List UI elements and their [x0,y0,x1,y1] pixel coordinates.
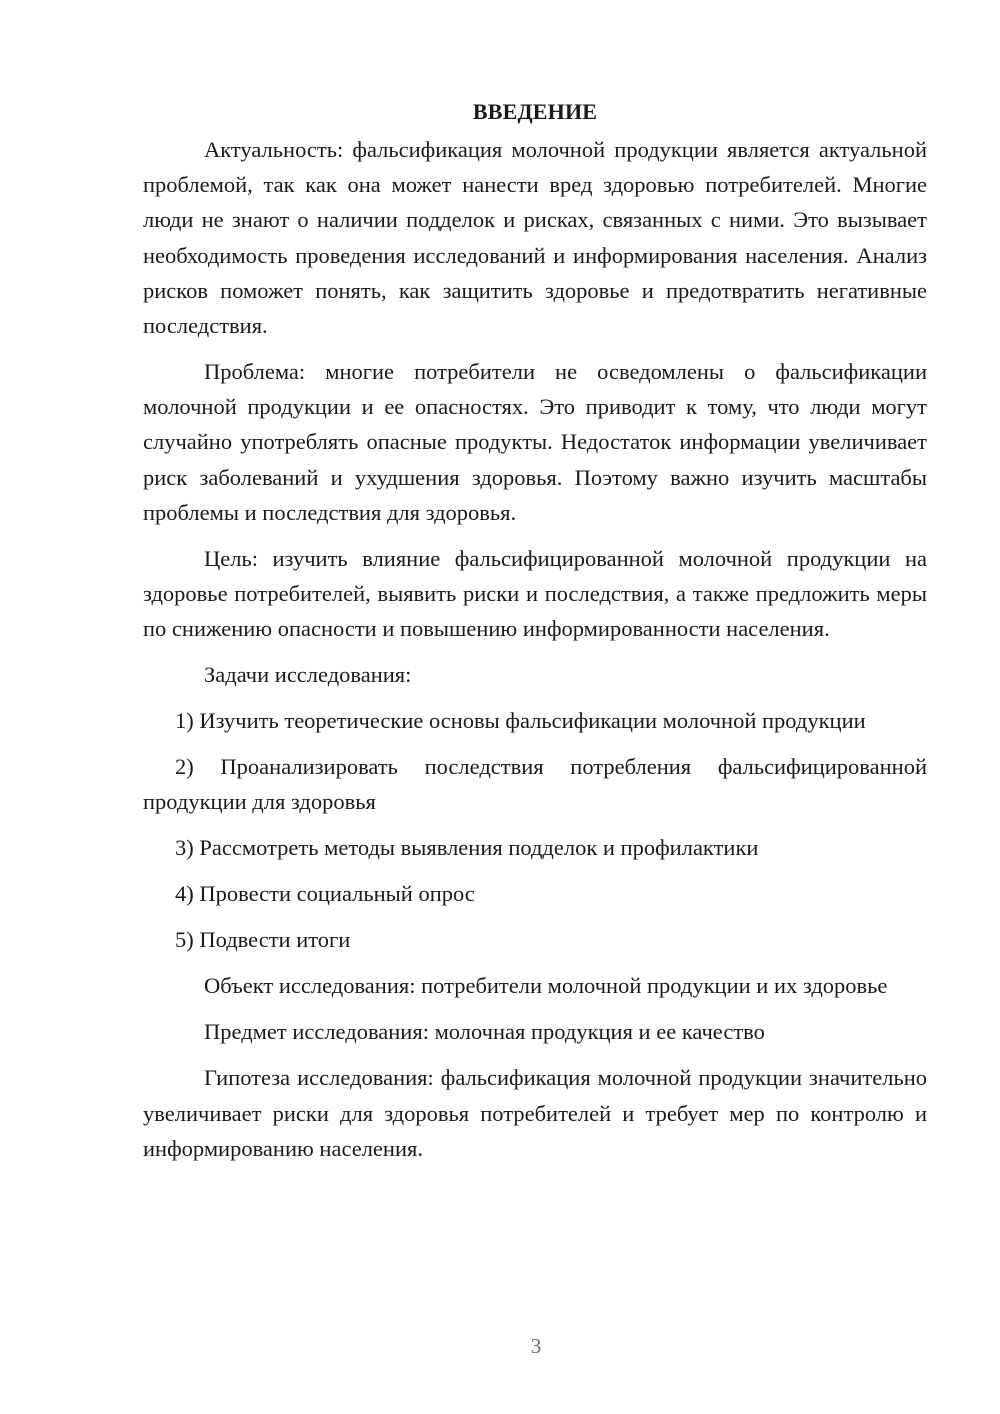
task-item: 3) Рассмотреть методы выявления подделок и профилактики [175,835,759,861]
tasks-heading: Задачи исследования: [204,662,412,688]
task-item: 4) Провести социальный опрос [175,881,475,907]
page-content [143,94,927,1177]
paragraph-hypothesis: Гипотеза исследования: фальсификация молочной продукции значительно увеличивает риски для здоровья потребителей и требует мер по контролю и информированию населения. [143,1065,927,1161]
page-number: 3 [530,1334,542,1358]
paragraph-subject: Предмет исследования: молочная продукция и ее качество [204,1019,765,1045]
paragraph-relevance: Актуальность: фальсификация молочной продукции является актуальной проблемой, так как она может нанести вред здоровью потребителей. Многие люди не знают о наличии подделок и рисках, связанных с ними. Это вызывает необходимость проведения исследований и информирования населения. Анализ рисков поможет понять, как защитить здоровье и предотвратить негативные последствия. [143,137,927,339]
paragraph-problem: Проблема: многие потребители не осведомлены о фальсификации молочной продукции и ее опасностях. Это приводит к тому, что люди могут случайно употреблять опасные продукты. Недостаток информации увеличивает риск заболеваний и ухудшения здоровья. Поэтому важно изучить масштабы проблемы и последствия для здоровья. [143,359,927,525]
paragraph-goal: Цель: изучить влияние фальсифицированной молочной продукции на здоровье потребителей, выявить риски и последствия, а также предложить меры по снижению опасности и повышению информированности населения. [143,545,927,642]
paragraph-object: Объект исследования: потребители молочной продукции и их здоровье [204,973,888,999]
task-item: 5) Подвести итоги [175,927,351,953]
task-item: 2) Проанализировать последствия потребления фальсифицированной продукции для здоровья [143,754,927,815]
task-item: 1) Изучить теоретические основы фальсификации молочной продукции [175,708,866,734]
section-title: ВВЕДЕНИЕ [472,99,598,124]
